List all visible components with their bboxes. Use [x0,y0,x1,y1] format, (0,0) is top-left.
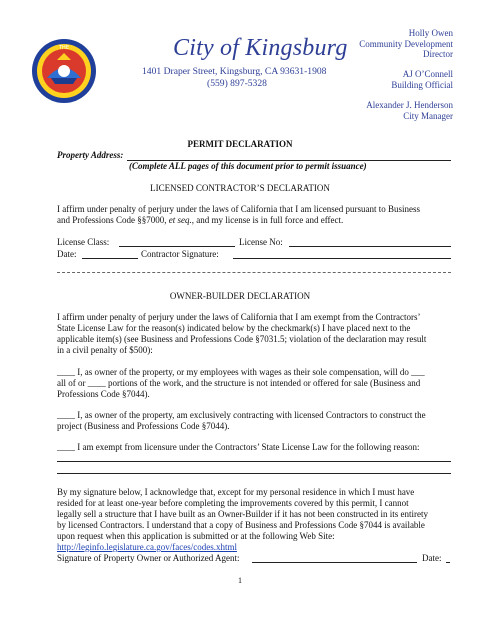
owner-option-2-line[interactable]: ____ I, as owner of the property, am exclusively contracting with licensed Contractors to construct the [57,410,426,420]
staff-alexander-henderson [366,100,453,121]
owner-option-2-line: project (Business and Professions Code §7044). [57,421,230,431]
staff-title: Director [423,49,453,59]
property-address-label: Property Address: [57,150,124,160]
section-divider [57,272,451,273]
owner-signature-field[interactable] [252,562,417,563]
owner-intro-line: in a civil penalty of $500): [57,345,153,355]
license-class-label: License Class: [57,237,110,247]
contractor-text-line: and Professions Code §§7000, et seq., and my license is in full force and effect. [57,215,344,225]
staff-title: Community Development [359,38,453,49]
contractor-signature-field[interactable] [233,258,451,259]
svg-text:THE: THE [59,45,69,51]
city-phone: (559) 897-5328 [207,78,267,89]
owner-intro-line: State License Law for the reason(s) indicated below by the checkmark(s) I have placed next to the [57,323,411,333]
contractor-date-field[interactable] [82,258,138,259]
document-title: PERMIT DECLARATION [187,139,293,149]
acknowledgement-line: legally sell a structure that I have built as an Owner-Builder if it has not been constructed in its entirety [57,509,428,519]
owner-option-1-line[interactable]: ____ I, as owner of the property, or my employees with wages as their sole compensation, will do ___ [57,367,425,377]
license-class-field[interactable] [119,246,235,247]
staff-name: Holly Owen [408,28,453,38]
acknowledgement-line: By my signature below, I acknowledge that, except for my personal residence in which I must have [57,487,415,497]
city-address: 1401 Draper Street, Kingsburg, CA 93631-1908 [142,66,327,77]
city-name: City of Kingsburg [173,35,348,61]
property-note: (Complete ALL pages of this document prior to permit issuance) [129,161,367,171]
exemption-reason-field[interactable] [57,461,451,462]
owner-builder-heading: OWNER-BUILDER DECLARATION [169,291,311,301]
legislature-link[interactable]: http://leginfo.legislature.ca.gov/faces/codes.xhtml [57,542,237,552]
acknowledgement-line: resided for at least one-year before completing the improvements covered by this permit, I cannot [57,498,409,508]
city-seal-icon [31,38,97,104]
owner-option-1-line[interactable]: all of or ____ portions of the work, and the structure is not intended or offered for sale (Business and [57,378,421,388]
owner-date-field[interactable] [446,562,450,563]
exemption-reason-field[interactable] [57,473,451,474]
owner-option-1-line: Professions Code §7044). [57,389,150,399]
staff-title: Building Official [391,79,453,90]
license-no-field[interactable] [289,246,451,247]
staff-name: AJ O’Connell [402,69,453,79]
contractor-signature-label: Contractor Signature: [141,249,219,259]
acknowledgement-line: upon request when this application is submitted or at the following Web Site: [57,531,335,541]
contractor-text-line: I affirm under penalty of perjury under the laws of California that I am licensed pursuant to Business [57,204,420,214]
license-no-label: License No: [239,237,283,247]
page-number: 1 [238,576,242,585]
contractor-date-label: Date: [57,249,77,259]
owner-intro-line: I affirm under penalty of perjury under the laws of California that I am exempt from the Contractors’ [57,312,421,322]
staff-title: City Manager [403,110,453,121]
owner-option-3-line[interactable]: ____ I am exempt from licensure under the Contractors’ State License Law for the following reason: [57,442,420,452]
acknowledgement-line: by licensed Contractors. I understand that a copy of Business and Professions Code §7044 is available [57,520,425,530]
owner-signature-label: Signature of Property Owner or Authorized Agent: [57,553,240,563]
staff-holly-owen [359,28,453,60]
owner-date-label: Date: [422,553,442,563]
owner-intro-line: applicable item(s) (see Business and Professions Code §7031.5; violation of the declaration may result [57,334,427,344]
contractor-heading: LICENSED CONTRACTOR’S DECLARATION [150,183,330,193]
staff-aj-oconnell [391,69,453,90]
staff-name: Alexander J. Henderson [366,100,453,110]
